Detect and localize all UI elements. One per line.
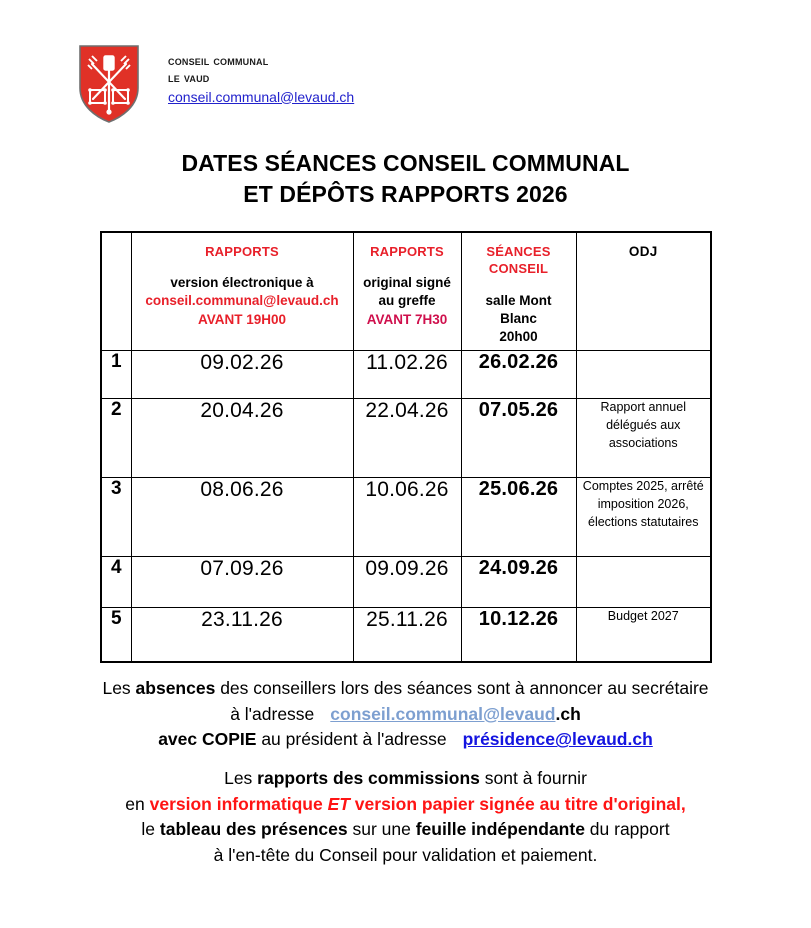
letterhead — [78, 44, 354, 124]
letterhead-email-link[interactable]: conseil.communal@levaud.ch — [168, 88, 355, 105]
cell-electronic-date: 09.02.26 — [131, 351, 353, 399]
header-original-kicker: RAPPORTS — [370, 244, 444, 259]
footer2-l3-a: le — [141, 819, 160, 840]
coat-of-arms-icon — [78, 44, 140, 124]
footer-line-3 — [0, 727, 811, 753]
footer2-l3-d: feuille indépendante — [415, 819, 585, 840]
footer2-l3-c: sur une — [347, 819, 416, 840]
cell-electronic-date: 23.11.26 — [131, 608, 353, 663]
cell-electronic-date: 07.09.26 — [131, 557, 353, 608]
page-title-line2: ET DÉPÔTS RAPPORTS 2026 — [243, 180, 568, 207]
header-odj-kicker: ODJ — [628, 244, 658, 259]
header-electronic-deadline: AVANT 19H00 — [197, 311, 287, 327]
cell-seance-date: 26.02.26 — [461, 351, 576, 399]
table-row — [101, 351, 711, 399]
cell-original-date: 11.02.26 — [353, 351, 461, 399]
footer2-line-1 — [0, 766, 811, 792]
cell-seance-date: 07.05.26 — [461, 399, 576, 478]
footer-email-presidence-link[interactable]: présidence@levaud.ch — [462, 729, 653, 750]
footer-l3-a: avec COPIE — [158, 729, 257, 750]
header-cell-odj — [576, 232, 711, 351]
footer-line-1 — [0, 676, 811, 702]
schedule-table-container — [100, 231, 710, 663]
page-title — [0, 148, 811, 209]
header-cell-electronic — [131, 232, 353, 351]
footer2-l1-b: rapports des commissions — [257, 768, 480, 788]
footer-email-conseil-tld: .ch — [555, 703, 581, 724]
footer2-line-4: à l'en-tête du Conseil pour validation et paiement. — [213, 845, 598, 866]
org-name-line2: le vaud — [168, 70, 210, 86]
cell-original-date: 25.11.26 — [353, 608, 461, 663]
cell-electronic-date: 08.06.26 — [131, 478, 353, 557]
table-header-row — [101, 232, 711, 351]
footer2-l2-red-italic: ET — [327, 793, 350, 814]
cell-odj: Comptes 2025, arrêté imposition 2026, élections statutaires — [576, 478, 711, 557]
footer-rapports-note — [0, 766, 811, 869]
cell-seance-date: 25.06.26 — [461, 478, 576, 557]
schedule-table — [100, 231, 712, 663]
row-number: 5 — [101, 608, 131, 663]
row-number: 2 — [101, 399, 131, 478]
cell-seance-date: 24.09.26 — [461, 557, 576, 608]
cell-original-date: 22.04.26 — [353, 399, 461, 478]
letterhead-text — [168, 44, 354, 108]
cell-original-date: 10.06.26 — [353, 478, 461, 557]
row-number: 1 — [101, 351, 131, 399]
table-row — [101, 608, 711, 663]
cell-seance-date: 10.12.26 — [461, 608, 576, 663]
table-row — [101, 557, 711, 608]
table-row — [101, 399, 711, 478]
header-original-deadline: AVANT 7H30 — [366, 311, 448, 327]
header-cell-original — [353, 232, 461, 351]
footer-l1-c: des conseillers lors des séances sont à annoncer au secrétaire — [215, 678, 709, 698]
footer-l2-a: à l'adresse — [230, 703, 315, 724]
footer-line-2 — [0, 702, 811, 728]
footer2-l3-b: tableau des présences — [159, 819, 348, 840]
footer-l1-b: absences — [135, 678, 216, 698]
footer2-line-3 — [0, 817, 811, 843]
footer-l3-b: au président à l'adresse — [256, 729, 447, 750]
footer2-l2-a: en — [125, 793, 150, 814]
header-seances-time: 20h00 — [499, 328, 538, 344]
cell-odj: Budget 2027 — [576, 608, 711, 663]
footer-absences-note — [0, 676, 811, 753]
header-electronic-email: conseil.communal@levaud.ch — [145, 293, 339, 309]
footer2-l3-e: du rapport — [584, 819, 670, 840]
cell-electronic-date: 20.04.26 — [131, 399, 353, 478]
cell-original-date: 09.09.26 — [353, 557, 461, 608]
table-row — [101, 478, 711, 557]
cell-odj: Rapport annuel délégués aux associations — [576, 399, 711, 478]
header-original-line2: au greffe — [378, 293, 436, 309]
header-seances-kicker: SÉANCES CONSEIL — [486, 244, 551, 277]
header-electronic-kicker: RAPPORTS — [205, 244, 279, 259]
header-cell-number — [101, 232, 131, 351]
footer2-l2-red1: version informatique — [149, 793, 328, 814]
cell-odj — [576, 351, 711, 399]
header-seances-room: salle Mont Blanc — [485, 292, 552, 326]
page-title-line1: DATES SÉANCES CONSEIL COMMUNAL — [181, 150, 630, 176]
footer2-l1-a: Les — [224, 768, 258, 788]
row-number: 4 — [101, 557, 131, 608]
footer2-l1-c: sont à fournir — [479, 768, 587, 788]
header-cell-seances — [461, 232, 576, 351]
footer2-line-2 — [0, 792, 811, 818]
footer-l1-a: Les — [102, 678, 136, 698]
row-number: 3 — [101, 478, 131, 557]
footer2-l2-red2: version papier signée au titre d'original, — [349, 793, 686, 814]
org-name-line1: conseil communal — [168, 53, 269, 68]
header-electronic-line1: version électronique à — [170, 275, 314, 291]
cell-odj — [576, 557, 711, 608]
header-original-line1: original signé — [363, 275, 451, 291]
footer-email-conseil-link[interactable]: conseil.communal@levaud — [330, 703, 556, 724]
